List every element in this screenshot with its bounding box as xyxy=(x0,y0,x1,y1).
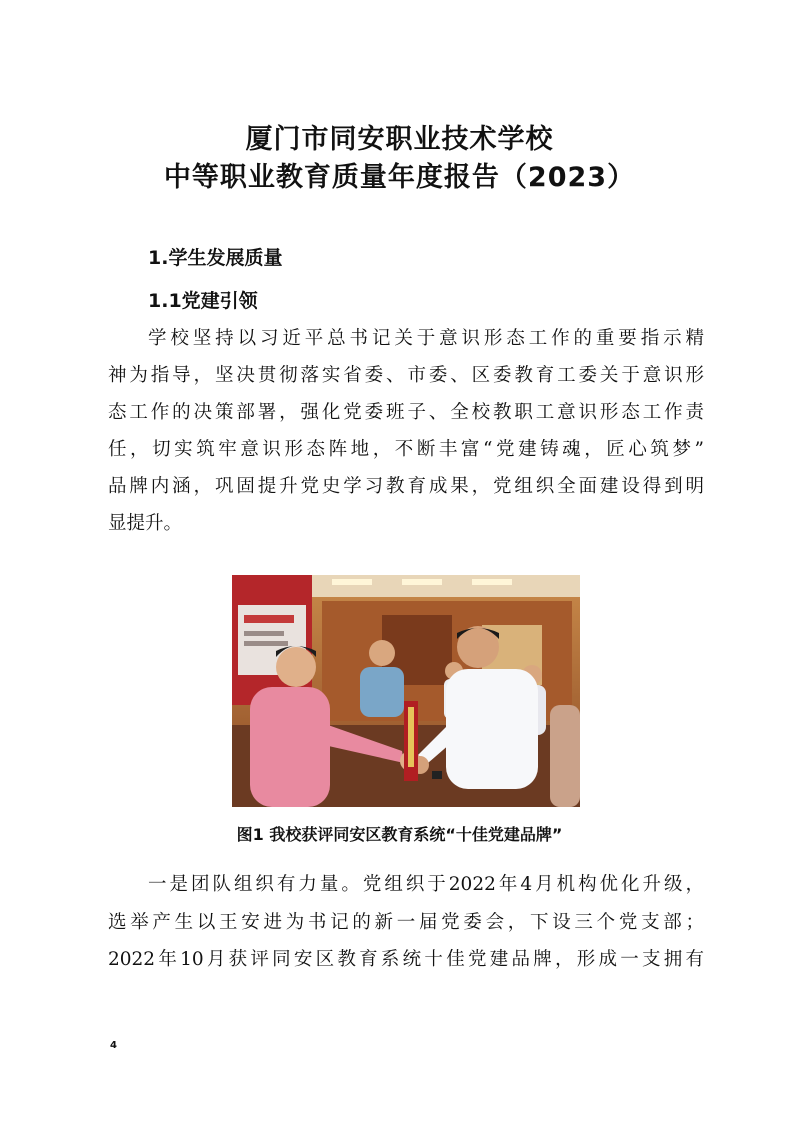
page-number: 4 xyxy=(110,1040,117,1051)
section-heading: 1.学生发展质量 xyxy=(148,247,283,269)
photo-illustration xyxy=(232,575,580,807)
paragraph2-line: 一是团队组织有力量。党组织于2022年4月机构优化升级， xyxy=(148,874,704,895)
figure-caption: 图1 我校获评同安区教育系统“十佳党建品牌” xyxy=(236,825,563,844)
paragraph2-line: 选举产生以王安进为书记的新一届党委会，下设三个党支部； xyxy=(108,912,704,933)
paragraph1-line: 任，切实筑牢意识形态阵地，不断丰富“党建铸魂，匠心筑梦” xyxy=(108,439,704,460)
paragraph2-line: 2022年10月获评同安区教育系统十佳党建品牌，形成一支拥有 xyxy=(108,949,704,970)
paragraph1-line: 显提升。 xyxy=(108,513,183,534)
document-title-line2: 中等职业教育质量年度报告（2023） xyxy=(163,162,636,193)
paragraph1-line: 态工作的决策部署，强化党委班子、全校教职工意识形态工作责 xyxy=(108,402,704,423)
subsection-heading: 1.1党建引领 xyxy=(148,290,258,312)
paragraph1-line: 学校坚持以习近平总书记关于意识形态工作的重要指示精 xyxy=(148,328,704,349)
award-ceremony-photo xyxy=(232,575,580,807)
paragraph1-line: 神为指导，坚决贯彻落实省委、市委、区委教育工委关于意识形 xyxy=(108,365,704,386)
document-title-line1: 厦门市同安职业技术学校 xyxy=(245,124,554,155)
paragraph1-line: 品牌内涵，巩固提升党史学习教育成果，党组织全面建设得到明 xyxy=(108,476,704,497)
